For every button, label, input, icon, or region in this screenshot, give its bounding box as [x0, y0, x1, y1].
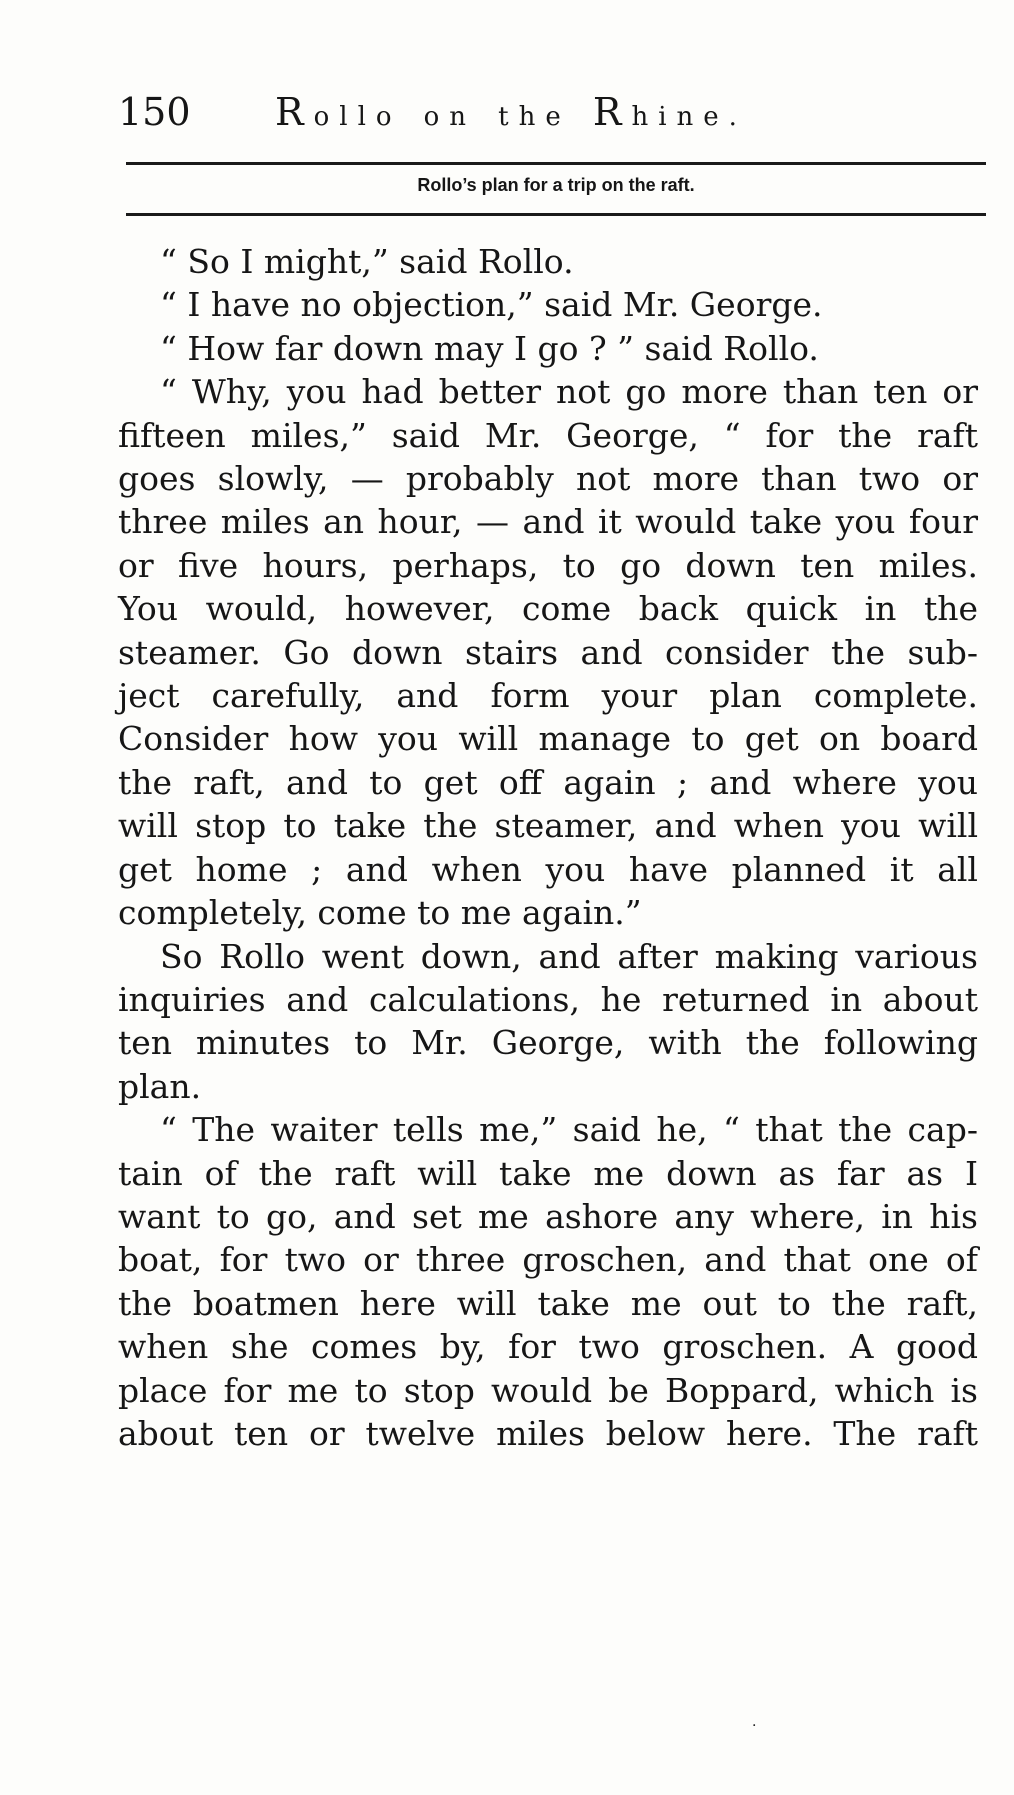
title-word: hine. [631, 102, 747, 132]
title-initial: R [275, 90, 314, 134]
text-line: plan. [118, 1066, 202, 1106]
text-line: ject carefully, and form your plan complete. [118, 676, 978, 716]
text-line: Consider how you will manage to get on board [118, 719, 978, 759]
text-line: the raft, and to get off again ; and where you [118, 762, 978, 802]
page-caption: Rollo’s plan for a trip on the raft. [417, 175, 695, 195]
title-word: ollo [313, 102, 402, 132]
text-line: tain of the raft will take me down as far as I [118, 1153, 978, 1193]
text-line: about ten or twelve miles below here. The raft [118, 1413, 978, 1453]
text-line: inquiries and calculations, he returned in about [118, 979, 978, 1019]
header-rule-bottom [126, 213, 986, 216]
text-line: “ How far down may I go ? ” said Rollo. [160, 328, 819, 368]
running-header [118, 90, 978, 144]
page-number: 150 [118, 90, 191, 134]
text-line: will stop to take the steamer, and when you will [118, 806, 978, 846]
text-line: completely, come to me again.” [118, 893, 642, 933]
text-line: goes slowly, — probably not more than two or [118, 459, 978, 499]
title-word: on [423, 102, 477, 132]
header-rule-top [126, 162, 986, 165]
text-line: fifteen miles,” said Mr. George, “ for the raft [118, 415, 978, 455]
running-title [275, 90, 747, 134]
text-line: “ Why, you had better not go more than ten or [160, 372, 978, 412]
print-speck: · [752, 1718, 757, 1734]
text-line: or five hours, perhaps, to go down ten miles. [118, 545, 978, 585]
text-line: You would, however, come back quick in the [118, 589, 978, 629]
text-line: the boatmen here will take me out to the raft, [118, 1283, 978, 1323]
text-line: place for me to stop would be Boppard, which is [118, 1370, 978, 1410]
text-line: So Rollo went down, and after making various [160, 936, 978, 976]
text-line: “ The waiter tells me,” said he, “ that the cap- [160, 1110, 978, 1150]
text-line: three miles an hour, — and it would take you four [118, 502, 978, 542]
text-line: get home ; and when you have planned it all [118, 849, 978, 889]
text-line: ten minutes to Mr. George, with the following [118, 1023, 978, 1063]
title-word: the [498, 102, 571, 132]
text-line: steamer. Go down stairs and consider the sub- [118, 632, 978, 672]
text-line: “ So I might,” said Rollo. [160, 242, 574, 281]
title-initial: R [592, 90, 632, 134]
text-line: boat, for two or three groschen, and that one of [118, 1240, 978, 1280]
text-line: want to go, and set me ashore any where, in his [118, 1196, 978, 1236]
text-line: when she comes by, for two groschen. A good [118, 1327, 978, 1367]
body-text [118, 240, 978, 1455]
text-line: “ I have no objection,” said Mr. George. [160, 285, 823, 325]
